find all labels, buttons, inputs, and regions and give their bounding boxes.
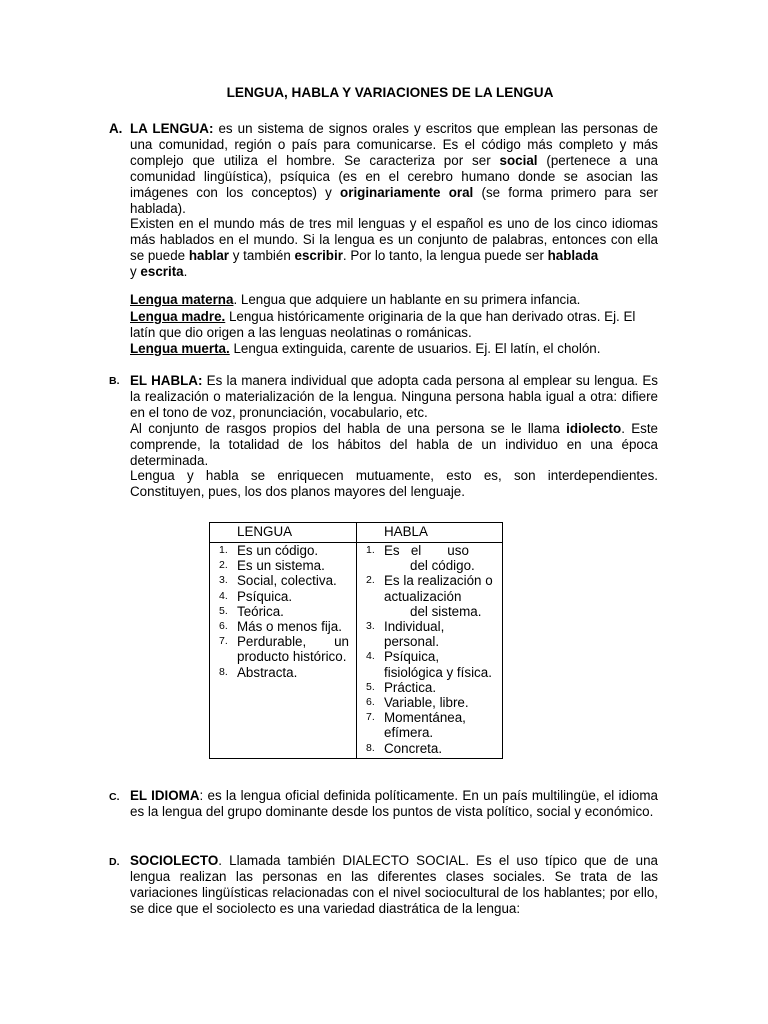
item-number: 1. xyxy=(366,544,375,556)
item-number: 3. xyxy=(366,620,375,633)
section-a-paragraph-2 xyxy=(130,216,658,280)
lengua-definitions xyxy=(130,292,658,357)
list-item xyxy=(362,741,500,756)
section-b-paragraph-1 xyxy=(130,373,658,421)
section-b-term: EL HABLA: xyxy=(130,373,203,388)
text-span: Existen en el mundo más de tres mil lenguas y el español es uno de los cinco idiomas más hablados en el mundo. Si la lengua es un conjunto de palabras, entonces con ella se puede xyxy=(130,216,658,264)
item-text: Es xyxy=(384,543,400,558)
text-span: . xyxy=(183,264,188,280)
item-number: 8. xyxy=(219,665,228,678)
habla-list xyxy=(362,543,500,756)
item-text: Es la realización o actualización xyxy=(384,573,493,604)
item-number: 4. xyxy=(366,650,375,663)
definition-text: Lengua históricamente originaria de la que han derivado otras. Ej. El latín que dio origen a las lenguas neolatinas o románicas. xyxy=(130,308,636,340)
section-a-marker: A. xyxy=(109,121,123,136)
section-c xyxy=(130,788,658,820)
text-span: . Este comprende, la totalidad de los hábitos del habla de un individuo en una época determinada. xyxy=(130,420,658,468)
item-text-line xyxy=(237,634,355,649)
item-text: Es un sistema. xyxy=(237,558,325,574)
list-item xyxy=(215,619,355,634)
definition-text: . Lengua que adquiere un hablante en su primera infancia. xyxy=(233,292,581,307)
text-span: y también xyxy=(229,248,295,264)
text-span: Al conjunto de rasgos propios del habla de una persona se le llama xyxy=(130,420,567,436)
item-number: 6. xyxy=(366,696,375,709)
list-item xyxy=(362,619,500,649)
section-b-paragraph-3: Lengua y habla se enriquecen mutuamente, esto es, son interdependientes. Constituyen, pues, los dos planos mayores del lenguaje. xyxy=(130,468,658,500)
item-text: Perdurable, xyxy=(237,634,307,650)
section-a-term: LA LENGUA: xyxy=(130,121,214,136)
list-item xyxy=(215,604,355,619)
list-item xyxy=(215,665,355,680)
page-title: LENGUA, HABLA Y VARIACIONES DE LA LENGUA xyxy=(226,85,554,100)
list-item xyxy=(215,589,355,604)
section-b-marker: B. xyxy=(109,375,120,387)
item-text: Teórica. xyxy=(237,603,284,619)
section-c-term: EL IDIOMA xyxy=(130,788,200,803)
table-divider xyxy=(356,523,357,758)
item-text: Individual, personal. xyxy=(384,619,445,650)
section-b-paragraph-2 xyxy=(130,421,658,469)
lengua-habla-table xyxy=(209,522,503,759)
item-number: 1. xyxy=(219,544,228,556)
list-item xyxy=(215,543,355,558)
text-span: es un sistema de signos orales y escritos que emplean las personas de una comunidad, región o país para comunicarse. Es el código más completo y más complejo que utiliza el hombre. Se caracteriza por ser xyxy=(130,121,658,168)
text-span: : es la lengua oficial definida políticamente. En un país multilingüe, el idioma es la lengua del grupo dominante desde los puntos de vista político, social y económico. xyxy=(130,788,658,819)
text-span: (se forma primero para ser hablada). xyxy=(130,184,658,216)
section-d xyxy=(130,853,658,917)
definition-lengua-materna xyxy=(130,292,658,308)
item-number: 7. xyxy=(219,635,228,648)
list-item xyxy=(215,558,355,573)
definition-term: Lengua muerta. xyxy=(130,340,230,356)
section-b xyxy=(130,373,658,500)
item-text: Abstracta. xyxy=(237,664,298,680)
item-text: un xyxy=(334,634,349,650)
text-span: . Llamada también DIALECTO SOCIAL. Es el uso típico que de una lengua realizan las personas en las diferentes clases sociales. Se trata de las variaciones lingüísticas relacionadas con el nivel sociocultural de los hablantes; por ello, se dice que el sociolecto es una variedad diastrática de la lengua: xyxy=(130,853,658,916)
item-number: 2. xyxy=(366,574,375,587)
item-number: 5. xyxy=(366,680,375,693)
item-text: del sistema. xyxy=(410,603,482,619)
text-span: Es la manera individual que adopta cada persona al emplear su lengua. Es la realización o materialización de la lengua. Ninguna persona habla igual a otra: difiere en el tono de voz, pronunciación, vocabulario, etc. xyxy=(130,373,659,420)
bold-span: hablada xyxy=(547,248,599,264)
bold-span: escrita xyxy=(140,264,184,280)
item-number: 2. xyxy=(219,559,228,572)
item-text: Variable, libre. xyxy=(384,695,469,711)
item-text: Psíquica, fisiológica y física. xyxy=(384,649,492,680)
definition-term: Lengua madre. xyxy=(130,308,226,324)
definition-lengua-madre xyxy=(130,309,658,341)
definition-text: Lengua extinguida, carente de usuarios. Ej. El latín, el cholón. xyxy=(229,340,601,356)
item-number: 3. xyxy=(219,574,228,587)
item-text: Psíquica. xyxy=(237,588,293,604)
item-text: Es un código. xyxy=(237,543,319,558)
bold-span: social xyxy=(499,152,538,168)
item-number: 4. xyxy=(219,589,228,602)
list-item xyxy=(362,695,500,710)
item-number: 7. xyxy=(366,711,375,724)
bold-span: idiolecto xyxy=(566,420,622,436)
definition-term: Lengua materna xyxy=(130,292,234,307)
section-c-paragraph xyxy=(130,788,658,820)
item-number: 8. xyxy=(366,741,375,754)
item-text: Más o menos fija. xyxy=(237,619,342,635)
item-number: 6. xyxy=(219,620,228,633)
text-span: . Por lo tanto, la lengua puede ser xyxy=(342,248,548,264)
section-a-paragraph-1 xyxy=(130,121,658,216)
section-a xyxy=(130,121,658,280)
bold-span: escribir xyxy=(294,248,343,264)
list-item xyxy=(362,680,500,695)
list-item xyxy=(362,649,500,679)
bold-span: hablar xyxy=(188,248,230,264)
section-d-paragraph xyxy=(130,853,658,917)
lengua-list xyxy=(215,543,355,680)
item-text: Práctica. xyxy=(384,679,437,695)
text-span: (pertenece a una comunidad lingüística), psíquica (es en el cerebro humano donde se asocian las imágenes con los conceptos) y xyxy=(130,152,658,200)
item-text: Concreta. xyxy=(384,740,443,756)
section-d-marker: D. xyxy=(109,856,120,868)
lengua-column-header: LENGUA xyxy=(237,524,293,539)
item-text: del código. xyxy=(410,558,475,574)
item-text: producto histórico. xyxy=(237,649,347,665)
item-text: uso xyxy=(447,543,469,558)
item-number: 5. xyxy=(219,604,228,617)
bold-span: originariamente oral xyxy=(340,184,474,200)
list-item xyxy=(362,710,500,740)
section-d-term: SOCIOLECTO xyxy=(130,853,219,868)
item-text: el xyxy=(410,543,422,558)
definition-lengua-muerta xyxy=(130,341,658,357)
list-item xyxy=(362,573,500,619)
text-span: y xyxy=(130,264,141,280)
list-item xyxy=(215,634,355,664)
section-c-marker: C. xyxy=(109,791,120,803)
item-text: Momentánea, efímera. xyxy=(384,710,466,741)
list-item xyxy=(362,543,500,573)
item-text: Social, colectiva. xyxy=(237,573,337,589)
habla-column-header: HABLA xyxy=(384,524,428,539)
list-item xyxy=(215,573,355,588)
